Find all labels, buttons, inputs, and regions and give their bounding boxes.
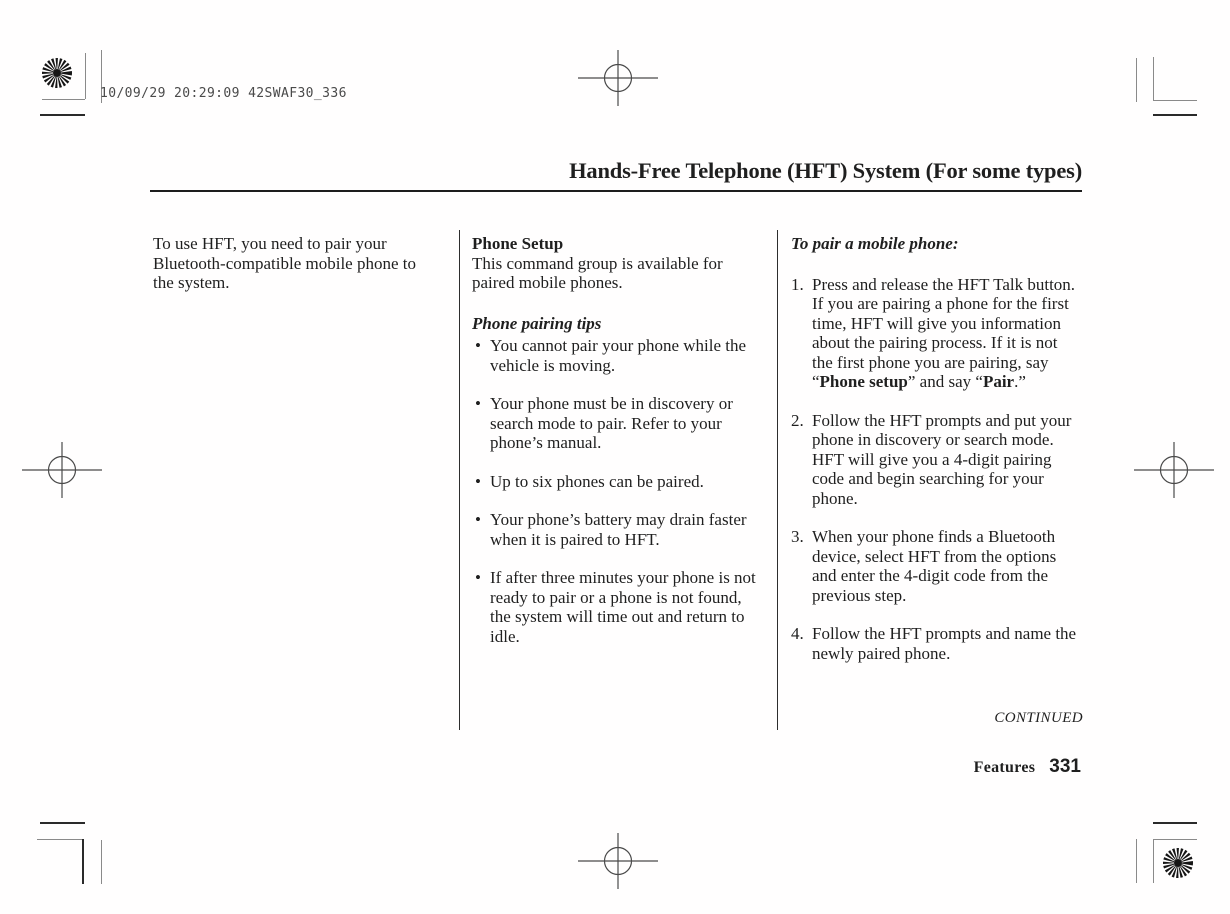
content-columns (153, 230, 1082, 730)
list-item: • Your phone must be in discovery or search mode to pair. Refer to your phone’s manual. (472, 394, 765, 453)
pairing-tips-list (472, 336, 765, 646)
column-intro (153, 230, 460, 730)
pairing-tips-heading: Phone pairing tips (472, 313, 602, 333)
registration-starburst-icon (40, 56, 74, 90)
step-text-segment: Press and release the HFT Talk button. If you are pairing a phone for the first time, HFT will give you information about the pairing process. If it is not the first phone you are pairing, say “ (812, 274, 1076, 391)
crop-mark (40, 114, 85, 116)
crop-mark (1136, 58, 1137, 102)
step-number: 4. (791, 624, 804, 643)
footer-section-label: Features (973, 759, 1036, 776)
step-text: Follow the HFT prompts and put your phone in discovery or search mode. HFT will give you a 4-digit pairing code and begin searching for your phone. (812, 410, 1072, 508)
step-number: 3. (791, 527, 804, 546)
step-text: When your phone finds a Bluetooth device, select HFT from the options and enter the 4-digit code from the previous step. (812, 527, 1057, 605)
crop-mark (82, 839, 84, 884)
crosshair-registration-icon (1134, 442, 1214, 498)
column-pairing-steps (778, 230, 1082, 730)
step-text (812, 275, 1082, 392)
voice-command: Phone setup (819, 372, 908, 391)
page-footer (974, 756, 1081, 778)
step-text-segment: .” (1014, 372, 1026, 391)
crop-mark (101, 840, 102, 884)
crop-mark (1153, 114, 1197, 116)
crop-mark (40, 822, 85, 824)
step-item (791, 624, 1082, 663)
crop-mark (85, 53, 86, 99)
list-item: • You cannot pair your phone while the vehicle is moving. (472, 336, 765, 375)
crop-mark (1153, 57, 1154, 101)
crop-mark (37, 839, 83, 840)
pairing-steps-heading: To pair a mobile phone: (791, 234, 959, 253)
registration-starburst-icon (1161, 846, 1195, 880)
continued-label: CONTINUED (994, 710, 1083, 726)
page-number: 331 (1049, 756, 1081, 777)
step-number: 2. (791, 410, 804, 430)
list-item: • Up to six phones can be paired. (472, 472, 765, 492)
step-text-segment: ” and say “ (907, 372, 983, 391)
voice-command: Pair (982, 372, 1015, 391)
page-title: Hands-Free Telephone (HFT) System (For some types) (569, 158, 1082, 183)
step-number: 1. (791, 274, 804, 294)
column-phone-setup (460, 230, 778, 730)
crosshair-registration-icon (578, 833, 658, 889)
page-header (150, 158, 1082, 192)
crop-mark (1153, 839, 1197, 840)
crop-mark (42, 99, 85, 100)
phone-setup-heading: Phone Setup (472, 234, 564, 253)
list-item: • If after three minutes your phone is not ready to pair or a phone is not found, the system will time out and return to idle. (472, 568, 765, 646)
step-item (791, 527, 1082, 605)
phone-setup-description: This command group is available for paired mobile phones. (472, 253, 723, 292)
crop-mark (1153, 839, 1154, 883)
crosshair-registration-icon (22, 442, 102, 498)
intro-paragraph: To use HFT, you need to pair your Bluetooth-compatible mobile phone to the system. (153, 234, 416, 292)
crop-mark (1153, 100, 1197, 101)
print-timestamp: 10/09/29 20:29:09 42SWAF30_336 (100, 86, 347, 101)
list-item: • Your phone’s battery may drain faster when it is paired to HFT. (472, 510, 765, 549)
crosshair-registration-icon (578, 50, 658, 106)
step-text: Follow the HFT prompts and name the newly paired phone. (812, 624, 1077, 663)
crop-mark (1153, 822, 1197, 824)
step-item (791, 411, 1082, 509)
pairing-steps-list (791, 275, 1082, 664)
crop-mark (1136, 839, 1137, 883)
step-item (791, 275, 1082, 392)
